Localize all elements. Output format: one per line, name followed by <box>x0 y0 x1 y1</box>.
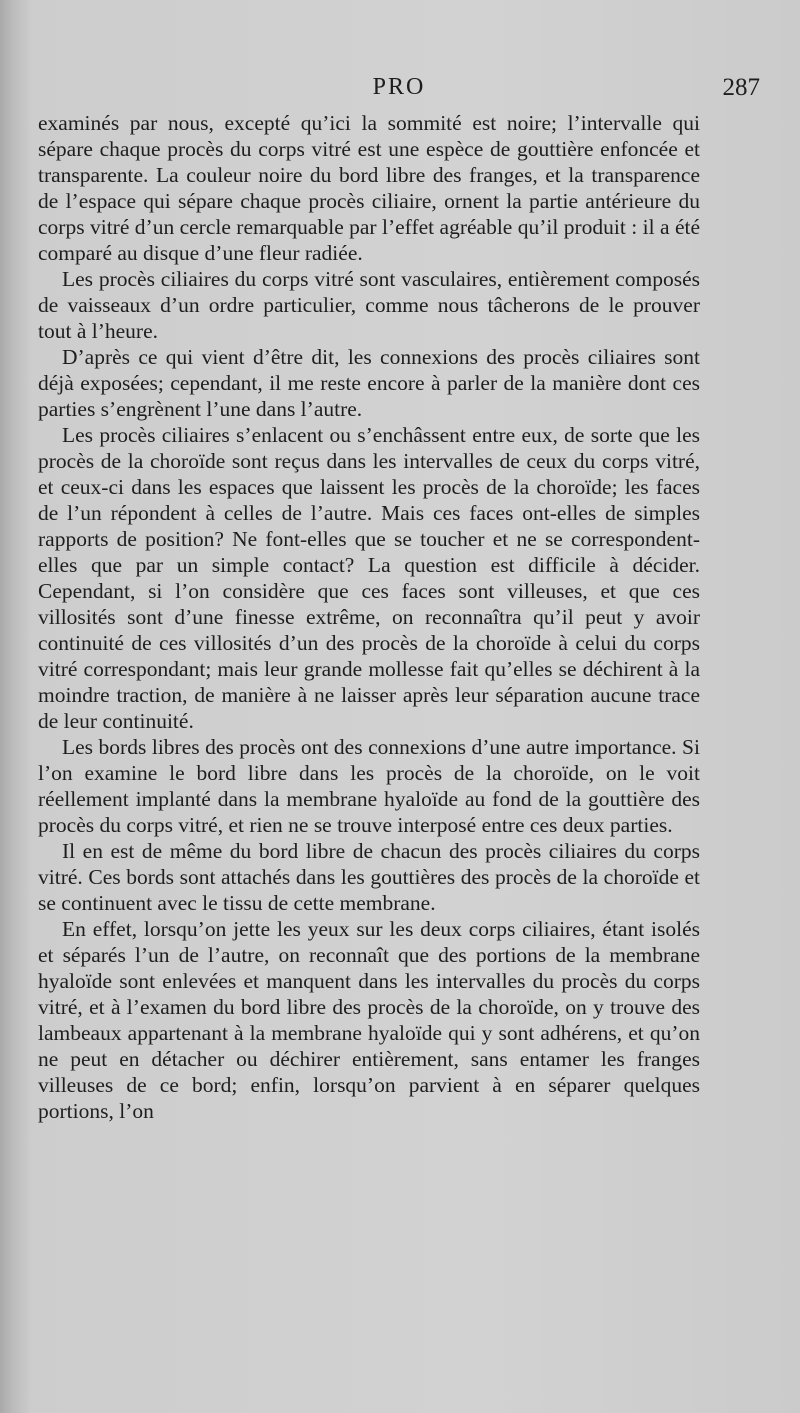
page-header <box>38 74 760 108</box>
paragraph: Les bords libres des procès ont des connexions d’une autre importance. Si l’on examine le bord libre dans les procès de la choroïde, on le voit réellement implanté dans la membrane hyaloïde au fond de la gouttière des procès du corps vitré, et rien ne se trouve interposé entre ces deux parties. <box>38 735 700 837</box>
paragraph: Les procès ciliaires s’enlacent ou s’enchâssent entre eux, de sorte que les procès de la choroïde sont reçus dans les intervalles de ceux du corps vitré, et ceux-ci dans les espaces que laissent les procès de la choroïde; les faces de l’un répondent à celles de l’autre. Mais ces faces ont-elles de simples rapports de position? Ne font-elles que se toucher et ne se correspondent-elles que par un simple contact? La question est difficile à décider. Cependant, si l’on considère que ces faces sont villeuses, et que ces villosités sont d’une finesse extrême, on reconnaîtra qu’il peut y avoir continuité de ces villosités d’un des procès de la choroïde à celui du corps vitré correspondant; mais leur grande mollesse fait qu’elles se déchirent à la moindre traction, de manière à ne laisser après leur séparation aucune trace de leur continuité. <box>38 423 700 733</box>
paragraph: Il en est de même du bord libre de chacun des procès ciliaires du corps vitré. Ces bords sont attachés dans les gouttières des procès de la choroïde et se continuent avec le tissu de cette membrane. <box>38 839 700 915</box>
paragraph: D’après ce qui vient d’être dit, les connexions des procès ciliaires sont déjà exposées; cependant, il me reste encore à parler de la manière dont ces parties s’engrènent l’une dans l’autre. <box>38 345 700 421</box>
paragraph: examinés par nous, excepté qu’ici la sommité est noire; l’intervalle qui sépare chaque procès du corps vitré est une espèce de gouttière enfoncée et transparente. La couleur noire du bord libre des franges, et la transparence de l’espace qui sépare chaque procès ciliaire, ornent la partie antérieure du corps vitré d’un cercle remarquable par l’effet agréable qu’il produit : il a été comparé au disque d’une fleur radiée. <box>38 111 700 265</box>
running-head: PRO <box>372 74 426 100</box>
paragraph: Les procès ciliaires du corps vitré sont vasculaires, entièrement composés de vaisseaux d’un ordre particulier, comme nous tâcherons de le prouver tout à l’heure. <box>38 267 700 343</box>
body-text <box>38 110 700 1124</box>
paragraph: En effet, lorsqu’on jette les yeux sur les deux corps ciliaires, étant isolés et séparés l’un de l’autre, on reconnaît que des portions de la membrane hyaloïde sont enlevées et manquent dans les intervalles du procès du corps vitré, et à l’examen du bord libre des procès de la choroïde, on y trouve des lambeaux appartenant à la membrane hyaloïde qui y sont adhérens, et qu’on ne peut en détacher ou déchirer entièrement, sans entamer les franges villeuses de ce bord; enfin, lorsqu’on parvient à en séparer quelques portions, l’on <box>38 917 700 1123</box>
page-number: 287 <box>722 74 760 101</box>
